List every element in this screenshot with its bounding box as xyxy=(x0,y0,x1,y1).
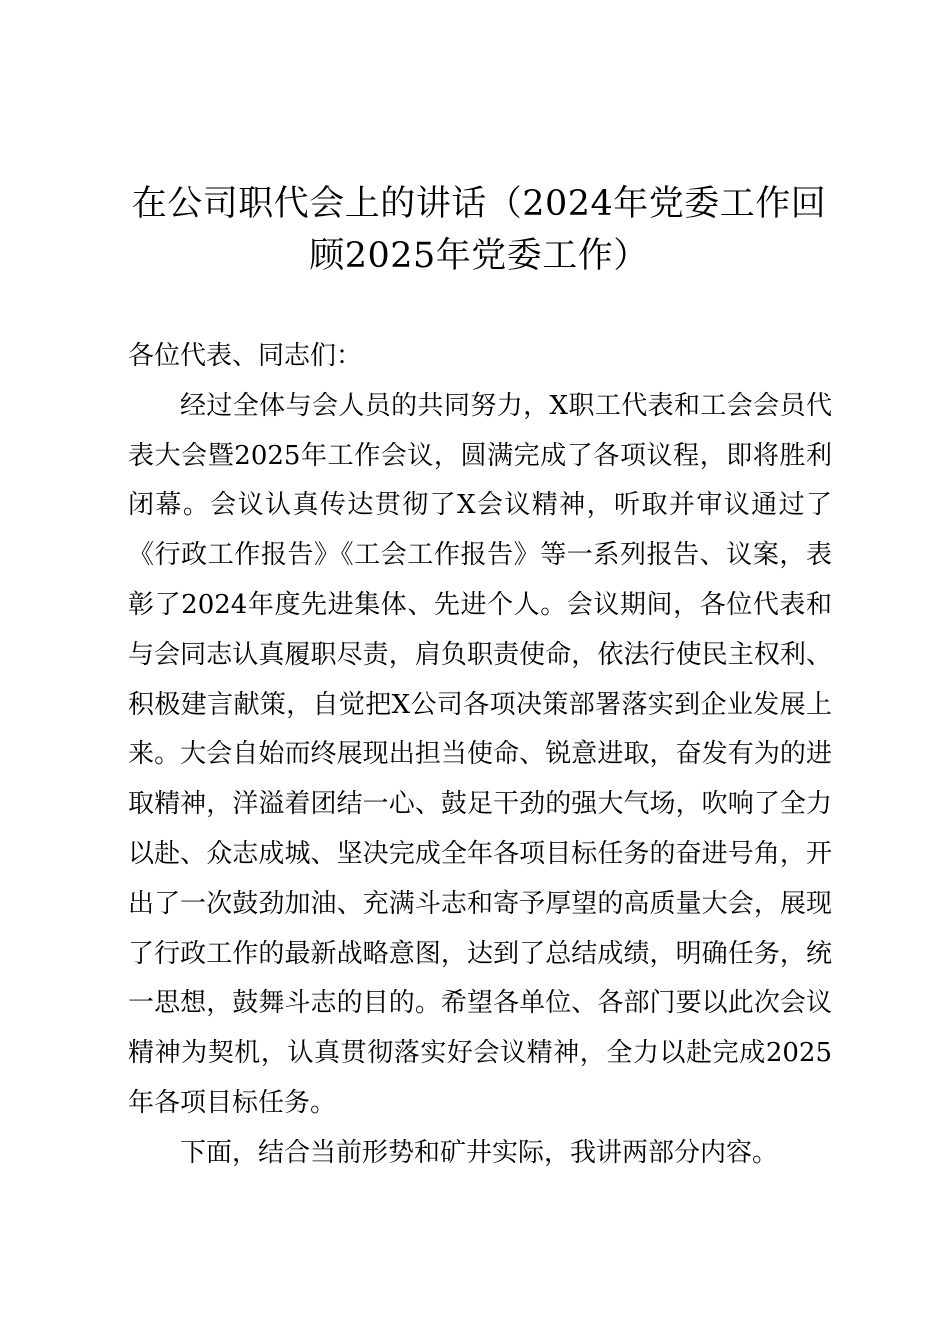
salutation: 各位代表、同志们： xyxy=(128,341,363,371)
document-title: 在公司职代会上的讲话（2024年党委工作回顾2025年党委工作） xyxy=(131,184,827,276)
paragraph-2: 下面，结合当前形势和矿井实际，我讲两部分内容。 xyxy=(180,1137,779,1168)
paragraph-1: 经过全体与会人员的共同努力，X职工代表和工会会员代表大会暨2025年工作会议，圆满完成了各项议程，即将胜利闭幕。会议认真传达贯彻了X会议精神，听取并审议通过了《行政工作报告》《工会工作报告》等一系列报告、议案，表彰了2024年度先进集体、先进个人。会议期间，各位代表和与会同志认真履职尽责，肩负职责使命，依法行使民主权利、积极建言献策，自觉把X公司各项决策部署落实到企业发展上来。大会自始而终展现出担当使命、锐意进取，奋发有为的进取精神，洋溢着团结一心、鼓足干劲的强大气场，吹响了全力以赴、众志成城、坚决完成全年各项目标任务的奋进号角，开出了一次鼓劲加油、充满斗志和寄予厚望的高质量大会，展现了行政工作的最新战略意图，达到了总结成绩，明确任务，统一思想，鼓舞斗志的目的。希望各单位、各部门要以此次会议精神为契机，认真贯彻落实好会议精神，全力以赴完成2025年各项目标任务。 xyxy=(128,390,832,1118)
document-body xyxy=(128,332,832,1179)
